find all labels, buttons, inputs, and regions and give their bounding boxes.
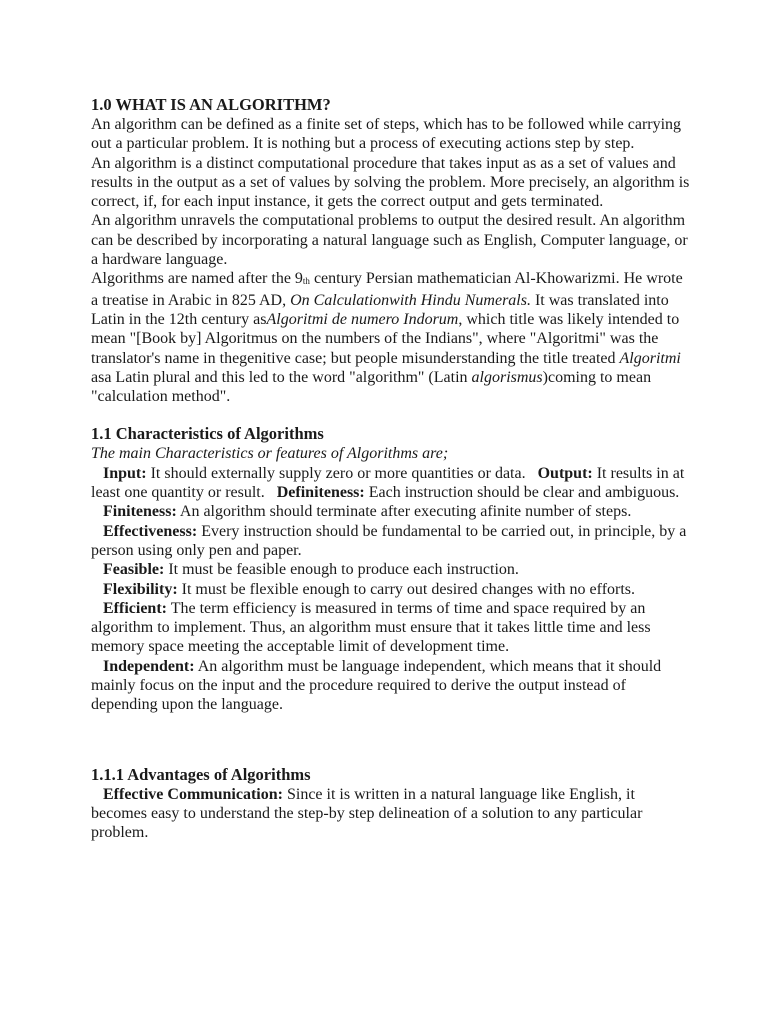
desc-output: It results in at least one quantity or result. [91, 464, 685, 502]
list-item-input-output-definiteness [91, 464, 691, 503]
list-item-finiteness [91, 502, 691, 521]
paragraph-definition: An algorithm can be defined as a finite set of steps, which has to be followed while carrying out a particular problem. It is nothing but a process of executing actions step by step. [91, 116, 682, 153]
desc-efficient: The term efficiency is measured in terms of time and space required by an algorithm to implement. Thus, an algorithm must ensure that it takes little time and less memory space meeting the acceptable limit of development time. [91, 599, 651, 656]
term-independent: Independent: [103, 657, 195, 675]
characteristics-intro-text: The main Characteristics or features of Algorithms are; [91, 445, 449, 463]
term-effective-communication: Effective Communication: [103, 785, 283, 803]
spacer [91, 406, 691, 424]
desc-flexibility: It must be flexible enough to carry out desired changes with no efforts. [177, 580, 636, 598]
desc-finiteness: An algorithm should terminate after executing afinite number of steps. [176, 503, 632, 521]
list-item-effectiveness [91, 522, 691, 561]
list-item-independent [91, 657, 691, 715]
list-item-feasible [91, 560, 691, 579]
history-title-2: Algoritmi de numero Indorum [266, 310, 459, 328]
desc-feasible: It must be feasible enough to produce each instruction. [164, 561, 519, 579]
document-content [91, 95, 691, 843]
section-heading-advantages: 1.1.1 Advantages of Algorithms [91, 764, 311, 784]
history-term-algoritmi: Algoritmi [619, 349, 681, 367]
history-title-1: On Calculationwith Hindu Numerals. [290, 291, 531, 309]
history-superscript: th [302, 276, 310, 287]
section-heading-what-is-algorithm: 1.0 WHAT IS AN ALGORITHM? [91, 95, 331, 114]
section-heading-characteristics: 1.1 Characteristics of Algorithms [91, 424, 324, 444]
history-term-algorismus: algorismus [471, 368, 543, 386]
term-efficient: Efficient: [103, 599, 167, 617]
history-text-b: century Persian mathematician Al-Khowarizmi. He wrote a treatise in Arabic in 825 AD, [91, 270, 683, 309]
paragraph-computational-procedure: An algorithm is a distinct computational procedure that takes input as as a set of values and results in the output as a set of values by solving the problem. More precisely, an algorithm is correct, if, for each input instance, it gets the correct output and gets terminated. [91, 154, 690, 211]
history-text-d: , which title was likely intended to mean "[Book by] Algoritmus on the numbers of the Indians", where "Algoritmi" was the translator's name in thegenitive case; but people misunderstanding the title treated [91, 310, 680, 367]
history-text-c: It was translated into Latin in the 12th century as [91, 291, 669, 328]
term-definiteness: Definiteness: [276, 484, 365, 502]
desc-definiteness: Each instruction should be clear and ambiguous. [364, 484, 680, 502]
desc-effective-communication: Since it is written in a natural language like English, it becomes easy to understand the step-by step delineation of a solution to any particular problem. [91, 785, 643, 842]
paragraph-history [91, 269, 691, 406]
desc-effectiveness: Every instruction should be fundamental to be carried out, in principle, by a person using only pen and paper. [91, 522, 687, 559]
list-item-flexibility [91, 580, 691, 599]
list-item-efficient [91, 599, 691, 657]
characteristics-intro [91, 444, 691, 463]
history-text-f: )coming to mean "calculation method". [91, 368, 652, 406]
list-item-effective-communication [91, 785, 691, 843]
history-text-e: asa Latin plural and this led to the word "algorithm" (Latin [91, 368, 472, 386]
desc-input: It should externally supply zero or more quantities or data. [146, 464, 526, 482]
paragraph-unravels: An algorithm unravels the computational problems to output the desired result. An algorithm can be described by incorporating a natural language such as English, Computer language, or a hardware language. [91, 212, 688, 269]
desc-independent: An algorithm must be language independent, which means that it should mainly focus on the input and the procedure required to derive the output instead of depending upon the language. [91, 657, 662, 714]
term-output: Output: [537, 464, 593, 482]
term-effectiveness: Effectiveness: [103, 522, 198, 540]
term-feasible: Feasible: [103, 561, 165, 579]
term-flexibility: Flexibility: [103, 580, 178, 598]
term-input: Input: [103, 464, 147, 482]
spacer [91, 715, 691, 765]
term-finiteness: Finiteness: [103, 503, 177, 521]
history-text-a: Algorithms are named after the 9 [91, 270, 303, 288]
